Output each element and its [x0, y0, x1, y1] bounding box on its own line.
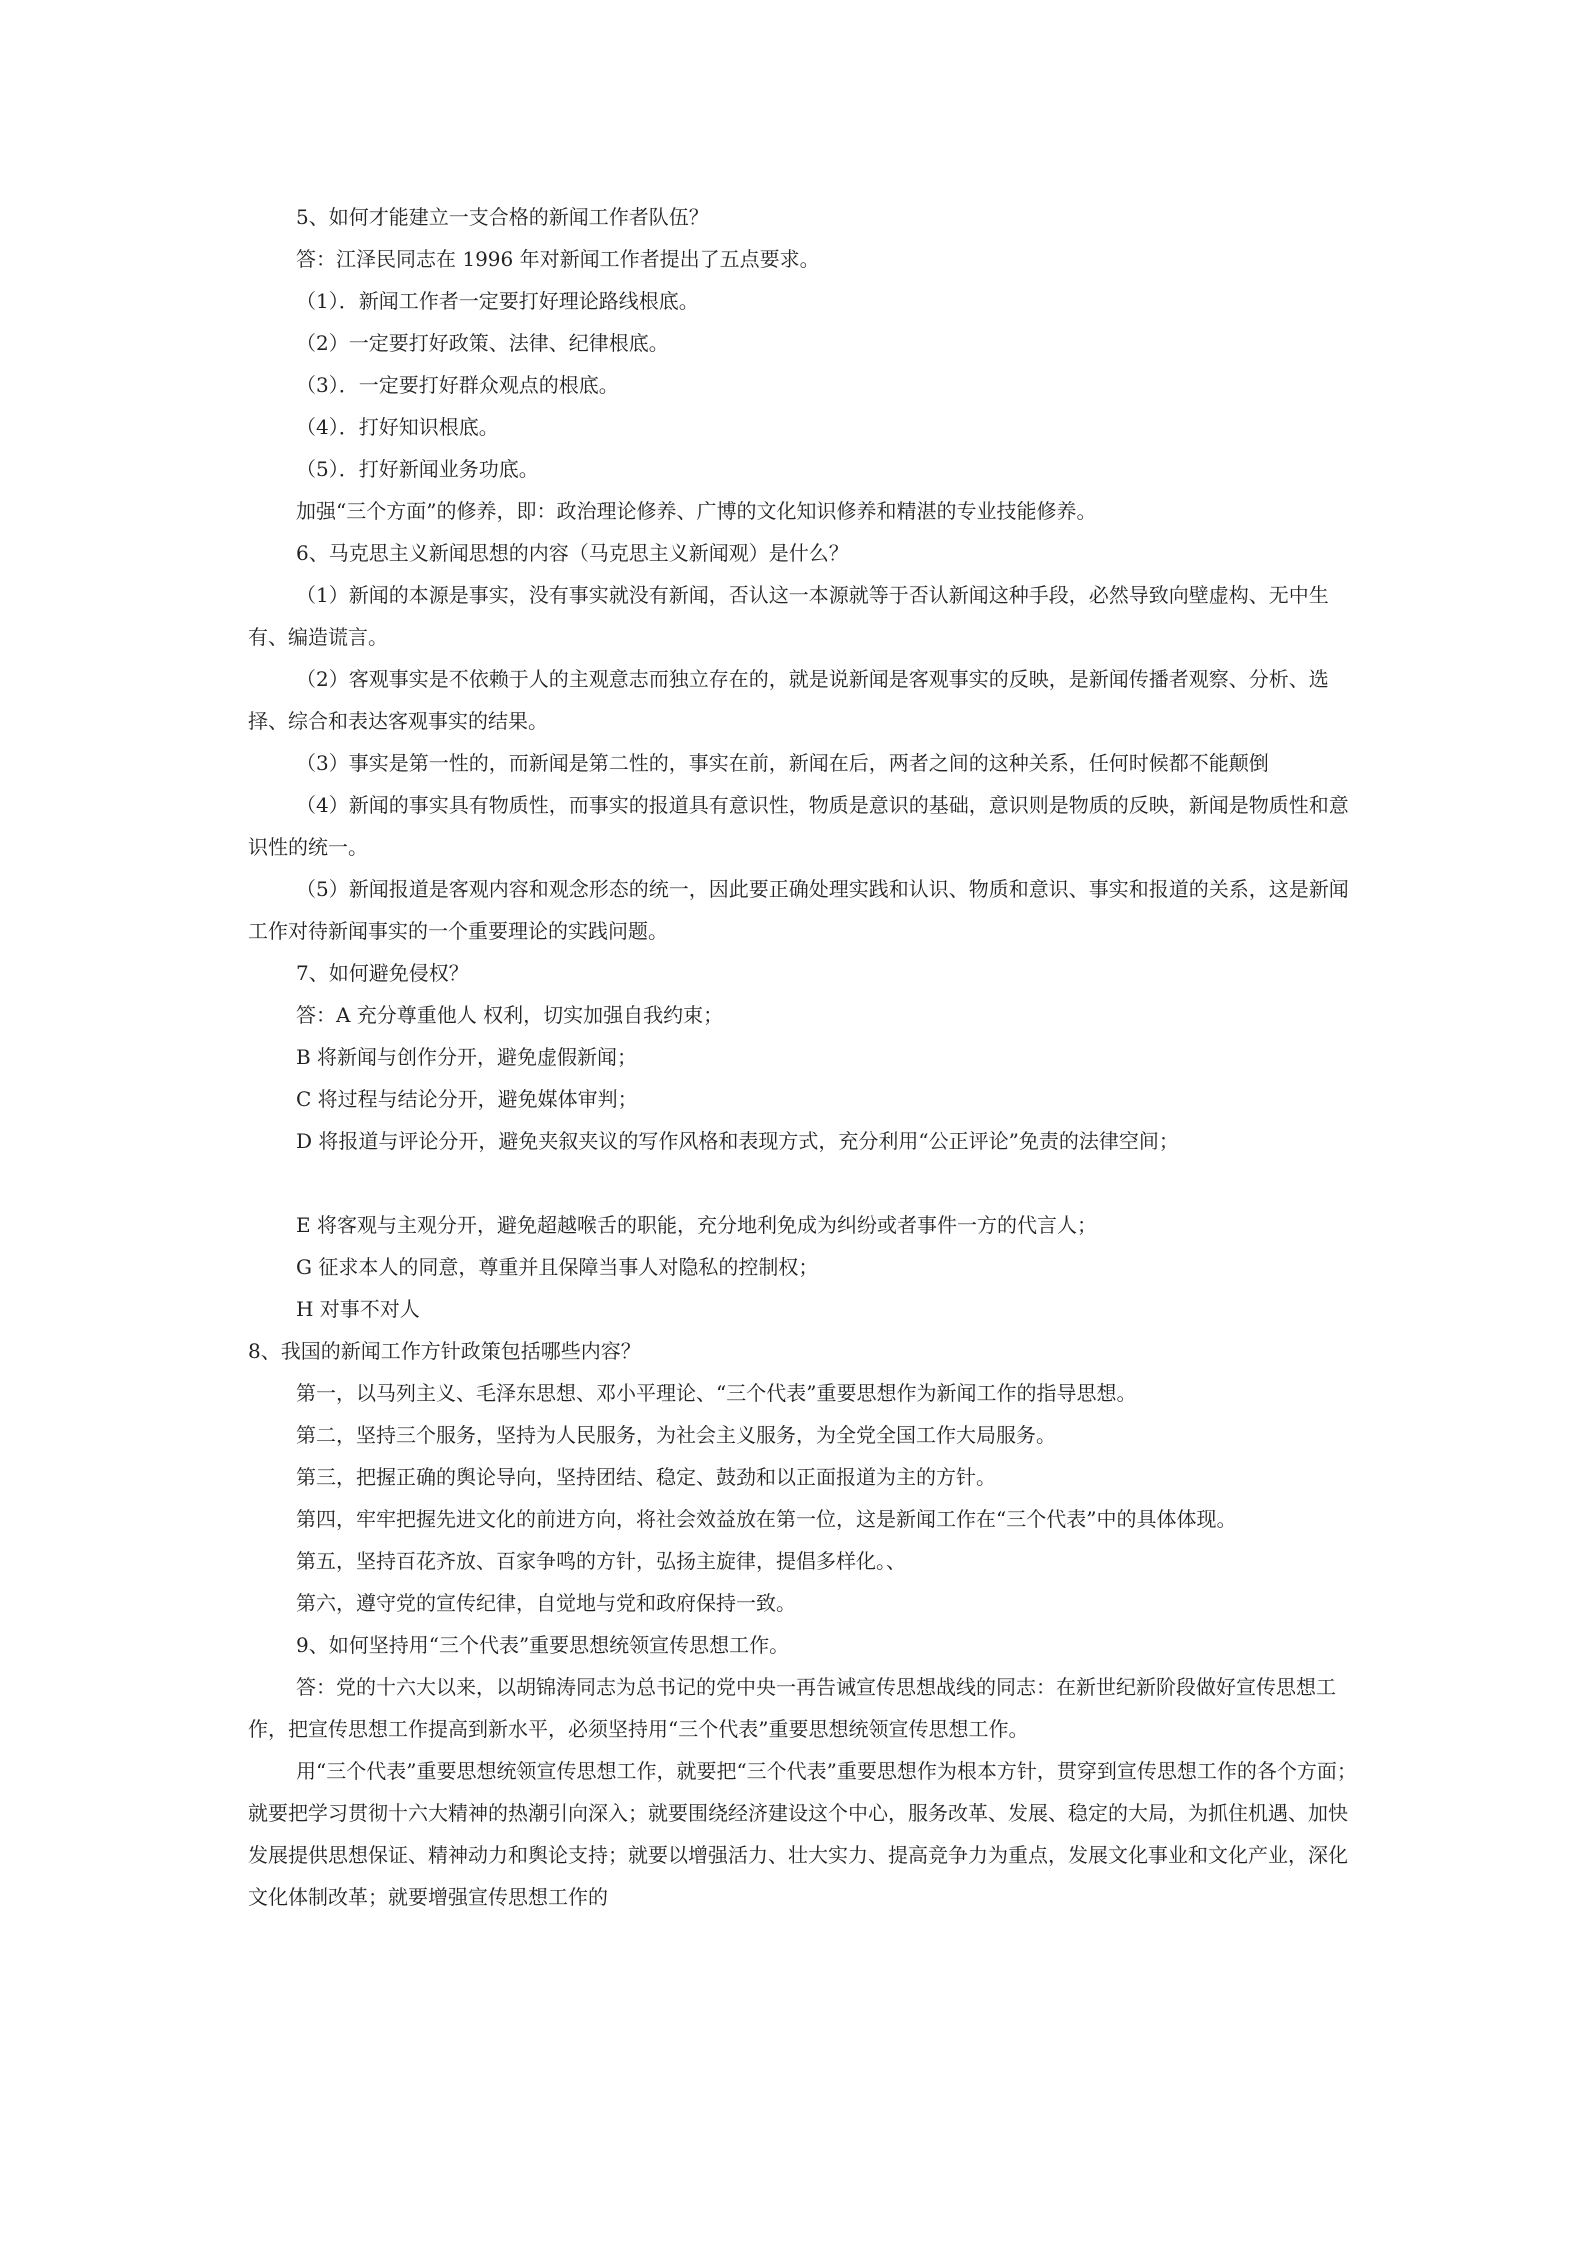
answer-7-item-d: D 将报道与评论分开，避免夹叙夹议的写作风格和表现方式，充分利用“公正评论”免责的法律空间；	[296, 1129, 1179, 1153]
question-8: 8、我国的新闻工作方针政策包括哪些内容？	[248, 1339, 641, 1363]
answer-6-item-2: （2）客观事实是不依赖于人的主观意志而独立存在的，就是说新闻是客观事实的反映，是新闻传播者观察、分析、选择、综合和表达客观事实的结果。	[248, 667, 1329, 733]
question-7: 7、如何避免侵权？	[296, 961, 469, 985]
answer-5-item-3: （3）．一定要打好群众观点的根底。	[296, 373, 619, 397]
question-6: 6、马克思主义新闻思想的内容（马克思主义新闻观）是什么？	[296, 541, 849, 565]
answer-5-item-2: （2）一定要打好政策、法律、纪律根底。	[296, 331, 669, 355]
answer-7-item-b: B 将新闻与创作分开，避免虚假新闻；	[296, 1045, 638, 1069]
answer-6-item-1: （1）新闻的本源是事实，没有事实就没有新闻，否认这一本源就等于否认新闻这种手段，必然导致向壁虚构、无中生有、编造谎言。	[248, 583, 1329, 649]
question-9: 9、如何坚持用“三个代表”重要思想统领宣传思想工作。	[296, 1633, 790, 1657]
answer-8-item-4: 第四，牢牢把握先进文化的前进方向，将社会效益放在第一位，这是新闻工作在“三个代表”中的具体体现。	[296, 1507, 1237, 1531]
answer-9-paragraph-1: 答：党的十六大以来，以胡锦涛同志为总书记的党中央一再告诫宣传思想战线的同志：在新世纪新阶段做好宣传思想工作，把宣传思想工作提高到新水平，必须坚持用“三个代表”重要思想统领宣传思想工作。	[248, 1675, 1336, 1741]
answer-6-item-4: （4）新闻的事实具有物质性，而事实的报道具有意识性，物质是意识的基础，意识则是物质的反映，新闻是物质性和意识性的统一。	[248, 793, 1349, 859]
answer-9-paragraph-2: 用“三个代表”重要思想统领宣传思想工作，就要把“三个代表”重要思想作为根本方针，贯穿到宣传思想工作的各个方面；就要把学习贯彻十六大精神的热潮引向深入；就要围绕经济建设这个中心，服务改革、发展、稳定的大局，为抓住机遇、加快发展提供思想保证、精神动力和舆论支持；就要以增强活力、壮大实力、提高竞争力为重点，发展文化事业和文化产业，深化文化体制改革；就要增强宣传思想工作的	[248, 1759, 1357, 1909]
answer-5-summary: 加强“三个方面”的修养，即：政治理论修养、广博的文化知识修养和精湛的专业技能修养。	[296, 499, 1097, 523]
answer-7-item-g: G 征求本人的同意，尊重并且保障当事人对隐私的控制权；	[296, 1255, 819, 1279]
answer-7-item-h: H 对事不对人	[296, 1297, 420, 1321]
answer-6-item-3: （3）事实是第一性的，而新闻是第二性的，事实在前，新闻在后，两者之间的这种关系，任何时候都不能颠倒	[296, 751, 1269, 775]
answer-7-item-c: C 将过程与结论分开，避免媒体审判；	[296, 1087, 638, 1111]
answer-7-item-a: 答：A 充分尊重他人 权利，切实加强自我约束；	[296, 1003, 724, 1027]
answer-7-item-e: E 将客观与主观分开，避免超越喉舌的职能，充分地利免成为纠纷或者事件一方的代言人；	[296, 1213, 1097, 1237]
answer-5-intro: 答：江泽民同志在 1996 年对新闻工作者提出了五点要求。	[296, 247, 820, 271]
answer-8-item-1: 第一，以马列主义、毛泽东思想、邓小平理论、“三个代表”重要思想作为新闻工作的指导思想。	[296, 1381, 1137, 1405]
answer-8-item-3: 第三，把握正确的舆论导向，坚持团结、稳定、鼓劲和以正面报道为主的方针。	[296, 1465, 996, 1489]
answer-8-item-6: 第六，遵守党的宣传纪律，自觉地与党和政府保持一致。	[296, 1591, 796, 1615]
answer-5-item-4: （4）．打好知识根底。	[296, 415, 499, 439]
document-body	[248, 196, 1358, 1918]
question-5: 5、如何才能建立一支合格的新闻工作者队伍？	[296, 205, 709, 229]
answer-5-item-5: （5）．打好新闻业务功底。	[296, 457, 539, 481]
blank-line	[248, 1162, 1358, 1204]
answer-6-item-5: （5）新闻报道是客观内容和观念形态的统一，因此要正确处理实践和认识、物质和意识、事实和报道的关系，这是新闻工作对待新闻事实的一个重要理论的实践问题。	[248, 877, 1349, 943]
answer-8-item-5: 第五，坚持百花齐放、百家争鸣的方针，弘扬主旋律，提倡多样化。、	[296, 1549, 906, 1573]
answer-8-item-2: 第二，坚持三个服务，坚持为人民服务，为社会主义服务，为全党全国工作大局服务。	[296, 1423, 1056, 1447]
answer-5-item-1: （1）．新闻工作者一定要打好理论路线根底。	[296, 289, 699, 313]
